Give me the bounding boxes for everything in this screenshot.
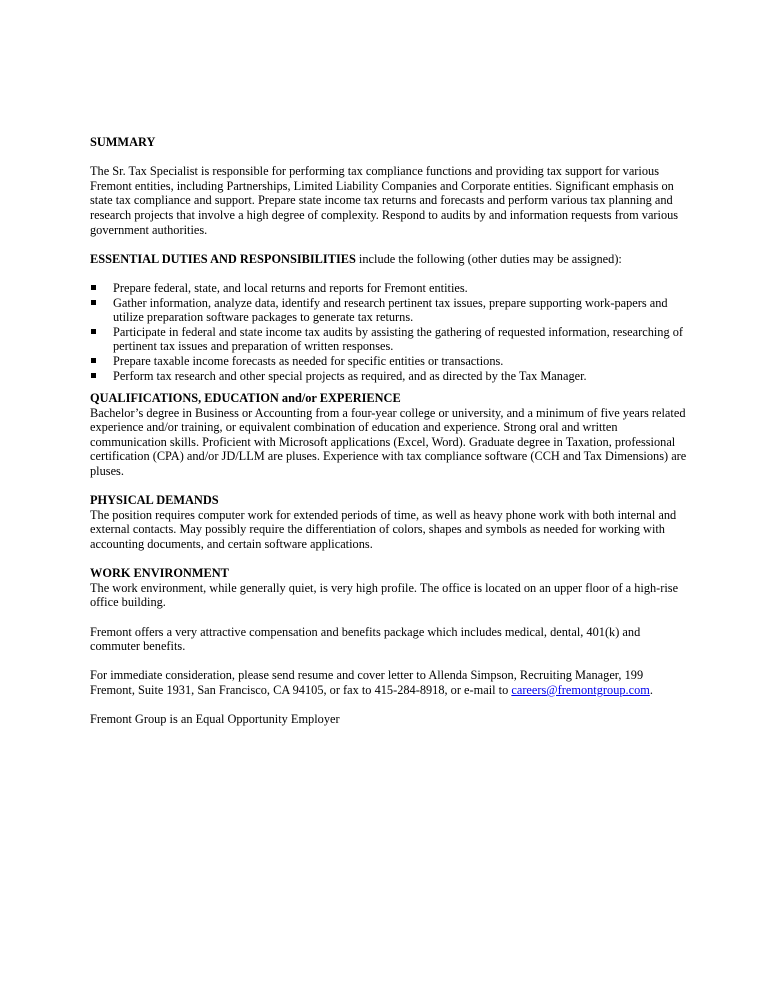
qualifications-body: Bachelor’s degree in Business or Accounting from a four-year college or university, and a minimum of five years related experience and/or training, or equivalent combination of education and experience. Strong oral and written communication skills. Proficient with Microsoft applications (Excel, Word). Graduate degree in Taxation, professional certification (CPA) and/or JD/LLM are pluses. Experience with tax compliance software (CCH and Tax Dimensions) are pluses. (90, 405, 687, 479)
duties-list (90, 281, 690, 383)
duty-text: Prepare taxable income forecasts as needed for specific entities or transactions. (113, 353, 504, 368)
email-link[interactable]: careers@fremontgroup.com (511, 682, 650, 697)
physical-demands-heading: PHYSICAL DEMANDS (90, 493, 219, 508)
summary-heading: SUMMARY (90, 135, 156, 149)
duties-intro: include the following (other duties may be assigned): (355, 251, 622, 266)
square-bullet-icon (91, 285, 96, 290)
eeo-statement: Fremont Group is an Equal Opportunity Employer (90, 712, 340, 727)
list-item (90, 281, 690, 296)
contact-end: . (649, 682, 653, 697)
duties-intro-line (90, 252, 690, 267)
work-environment-heading: WORK ENVIRONMENT (90, 566, 229, 581)
compensation-text: Fremont offers a very attractive compensation and benefits package which includes medical, dental, 401(k) and commuter benefits. (90, 624, 641, 654)
physical-demands-body: The position requires computer work for extended periods of time, as well as heavy phone work with both internal and external contacts. May possibly require the differentiation of colors, shapes and symbols as needed for working with accounting documents, and certain software applications. (90, 507, 677, 552)
job-description-page (90, 135, 690, 727)
square-bullet-icon (91, 373, 96, 378)
square-bullet-icon (91, 358, 96, 363)
contact-text: For immediate consideration, please send resume and cover letter to Allenda Simpson, Recruiting Manager, 199 Fremont, Suite 1931, San Francisco, CA 94105, or fax to 415-284-8918, or e-mail to (90, 668, 644, 697)
list-item (90, 354, 690, 369)
list-item (90, 369, 690, 384)
summary-body: The Sr. Tax Specialist is responsible for performing tax compliance functions and providing tax support for various Fremont entities, including Partnerships, Limited Liability Companies and Corporate entities. Significant emphasis on state tax compliance and support. Prepare state income tax returns and forecasts and perform various tax planning and research projects that involve a high degree of complexity. Respond to audits by and information requests from various government authorities. (90, 164, 679, 237)
qualifications-heading: QUALIFICATIONS, EDUCATION and/or EXPERIENCE (90, 391, 401, 406)
work-environment-body: The work environment, while generally quiet, is very high profile. The office is located on an upper floor of a high-rise office building. (90, 580, 679, 610)
duties-heading: ESSENTIAL DUTIES AND RESPONSIBILITIES (90, 251, 356, 266)
duty-text: Prepare federal, state, and local returns and reports for Fremont entities. (113, 280, 468, 295)
square-bullet-icon (91, 329, 96, 334)
duty-text: Gather information, analyze data, identify and research pertinent tax issues, prepare supporting work-papers and utilize preparation software packages to generate tax returns. (113, 295, 668, 325)
list-item (90, 296, 690, 325)
contact-paragraph (90, 668, 690, 697)
square-bullet-icon (91, 300, 96, 305)
list-item (90, 325, 690, 354)
duty-text: Perform tax research and other special projects as required, and as directed by the Tax Manager. (113, 368, 587, 383)
duty-text: Participate in federal and state income tax audits by assisting the gathering of requested information, researching of pertinent tax issues and preparation of written responses. (113, 324, 684, 354)
